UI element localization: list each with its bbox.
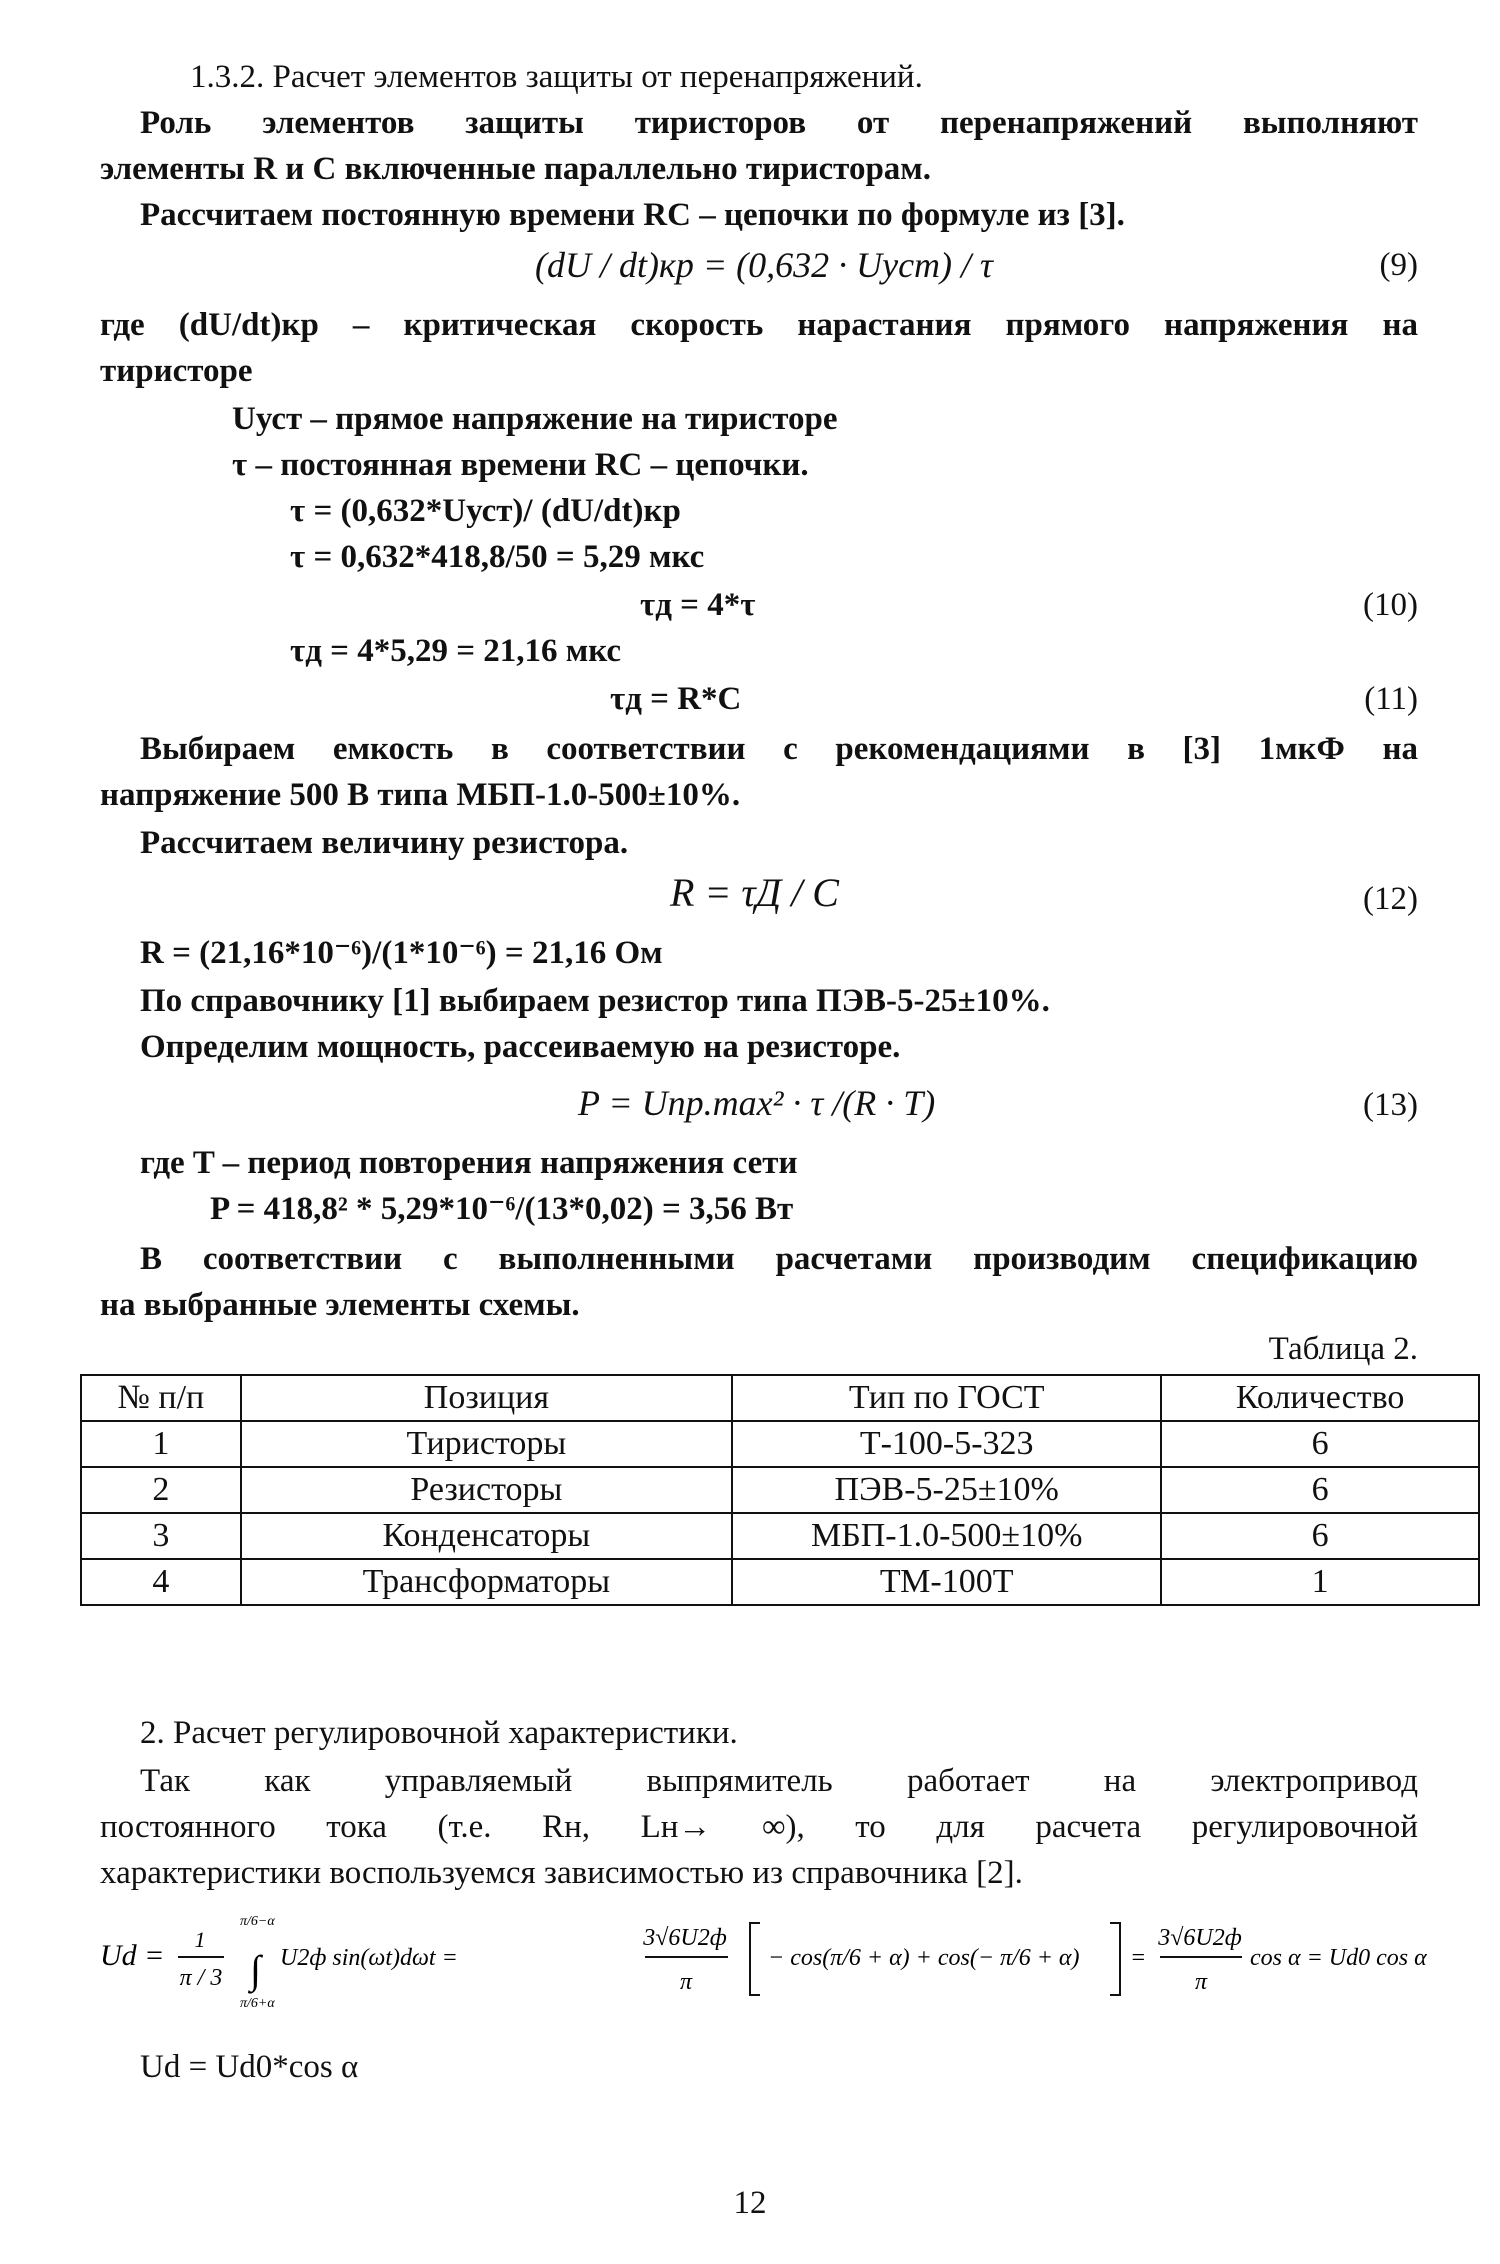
paragraph-resistor-intro: Рассчитаем величину резистора. (140, 825, 629, 861)
equation-13: P = Uпр.max² · τ /(R · T) (578, 1083, 936, 1123)
formula-frac2-den: π (679, 1969, 693, 1995)
header-quantity: Количество (1161, 1375, 1479, 1421)
header-type: Тип по ГОСТ (732, 1375, 1161, 1421)
cell-type: ПЭВ-5-25±10% (732, 1467, 1161, 1513)
table-header-row (81, 1375, 1479, 1421)
equation-9-number: (9) (1379, 247, 1418, 283)
table-row (81, 1421, 1479, 1467)
cell-quantity: 6 (1161, 1421, 1479, 1467)
page-number: 12 (733, 2185, 767, 2221)
table-row (81, 1559, 1479, 1605)
section2-heading: 2. Расчет регулировочной характеристики. (140, 1715, 738, 1751)
formula-frac1-num: 1 (194, 1927, 206, 1952)
table-row (81, 1467, 1479, 1513)
formula-int-lower: π/6+α (240, 1996, 275, 2011)
left-bracket (750, 1923, 760, 1995)
formula-frac1-den: π / 3 (179, 1965, 223, 1991)
cell-position: Резисторы (241, 1467, 732, 1513)
equation-10-number: (10) (1363, 587, 1418, 623)
paragraph-spec-line2: на выбранные элементы схемы. (100, 1287, 580, 1323)
cell-position: Трансформаторы (241, 1559, 732, 1605)
integral-sign: ∫ (250, 1947, 261, 1992)
where-dudt-line1: где (dU/dt)кр – критическая скорость нарастания прямого напряжения на (100, 307, 1418, 343)
where-uust: Uуст – прямое напряжение на тиристоре (232, 401, 838, 437)
paragraph-resistor-choice: По справочнику [1] выбираем резистор типа ПЭВ-5-25±10%. (140, 983, 1050, 1019)
equation-12: R = τД / C (670, 870, 839, 915)
equation-13-number: (13) (1363, 1087, 1418, 1123)
cell-type: ТМ-100Т (732, 1559, 1161, 1605)
section2-paragraph-line1: Так как управляемый выпрямитель работает на электропривод (140, 1763, 1418, 1799)
right-bracket (1110, 1923, 1120, 1995)
calc-tau-value: τ = 0,632*418,8/50 = 5,29 мкс (290, 539, 705, 575)
formula-frac2-num: 3√6U2ф (643, 1925, 727, 1951)
paragraph-capacitor-line1: Выбираем емкость в соответствии с рекомендациями в [3] 1мкФ на (140, 731, 1418, 767)
cell-type: Т-100-5-323 (732, 1421, 1161, 1467)
rectifier-formula (100, 1905, 1500, 2015)
specification-table (80, 1374, 1480, 1606)
paragraph-role-line2: элементы R и C включенные параллельно тиристорам. (100, 151, 932, 187)
formula-tail: cos α = Ud0 cos α (1250, 1945, 1427, 1971)
calc-resistance: R = (21,16*10⁻⁶)/(1*10⁻⁶) = 21,16 Ом (140, 935, 663, 971)
equation-9: (dU / dt)кр = (0,632 · Uуст) / τ (535, 245, 993, 285)
cell-quantity: 1 (1161, 1559, 1479, 1605)
paragraph-capacitor-line2: напряжение 500 В типа МБП-1.0-500±10%. (100, 777, 741, 813)
section2-paragraph-line2: постоянного тока (т.е. Rн, Lн→ ∞), то для расчета регулировочной (100, 1809, 1418, 1845)
equation-11-number: (11) (1364, 681, 1418, 717)
section-heading: 1.3.2. Расчет элементов защиты от перенапряжений. (190, 59, 923, 95)
header-number: № п/п (81, 1375, 241, 1421)
formula-equals: = (1130, 1945, 1147, 1971)
formula-int-upper: π/6−α (240, 1914, 275, 1929)
formula-frac3-num: 3√6U2ф (1158, 1925, 1242, 1951)
formula-integrand: U2ф sin(ωt)dωt = (280, 1945, 458, 1971)
cell-quantity: 6 (1161, 1467, 1479, 1513)
formula-lhs: Ud = (100, 1939, 165, 1972)
where-tau: τ – постоянная времени RC – цепочки. (232, 447, 809, 483)
paragraph-power-intro: Определим мощность, рассеиваемую на резисторе. (140, 1029, 901, 1065)
cell-number: 1 (81, 1421, 241, 1467)
paragraph-rc-intro: Рассчитаем постоянную времени RC – цепочки по формуле из [3]. (140, 197, 1125, 233)
where-period: где T – период повторения напряжения сети (140, 1145, 798, 1181)
cell-position: Тиристоры (241, 1421, 732, 1467)
cell-number: 2 (81, 1467, 241, 1513)
cell-quantity: 6 (1161, 1513, 1479, 1559)
table-caption: Таблица 2. (1268, 1331, 1418, 1367)
cell-position: Конденсаторы (241, 1513, 732, 1559)
equation-10: τд = 4*τ (640, 587, 756, 623)
section2-paragraph-line3: характеристики воспользуемся зависимостью из справочника [2]. (100, 1855, 1023, 1891)
header-position: Позиция (241, 1375, 732, 1421)
formula-frac3-den: π (1194, 1969, 1208, 1995)
paragraph-spec-line1: В соответствии с выполненными расчетами производим спецификацию (140, 1241, 1418, 1277)
section2-result: Ud = Ud0*cos α (140, 2049, 359, 2085)
cell-number: 4 (81, 1559, 241, 1605)
where-dudt-line2: тиристоре (100, 353, 253, 389)
formula-bracket: − cos(π/6 + α) + cos(− π/6 + α) (768, 1945, 1080, 1971)
equation-11: τд = R*C (610, 681, 742, 717)
calc-tau-formula: τ = (0,632*Uуст)/ (dU/dt)кр (290, 493, 681, 529)
equation-12-number: (12) (1363, 881, 1418, 917)
table-row (81, 1513, 1479, 1559)
paragraph-role-line1: Роль элементов защиты тиристоров от перенапряжений выполняют (140, 105, 1418, 141)
cell-type: МБП-1.0-500±10% (732, 1513, 1161, 1559)
calc-power: P = 418,8² * 5,29*10⁻⁶/(13*0,02) = 3,56 Вт (210, 1191, 794, 1227)
calc-tau-d: τд = 4*5,29 = 21,16 мкс (290, 633, 622, 669)
cell-number: 3 (81, 1513, 241, 1559)
